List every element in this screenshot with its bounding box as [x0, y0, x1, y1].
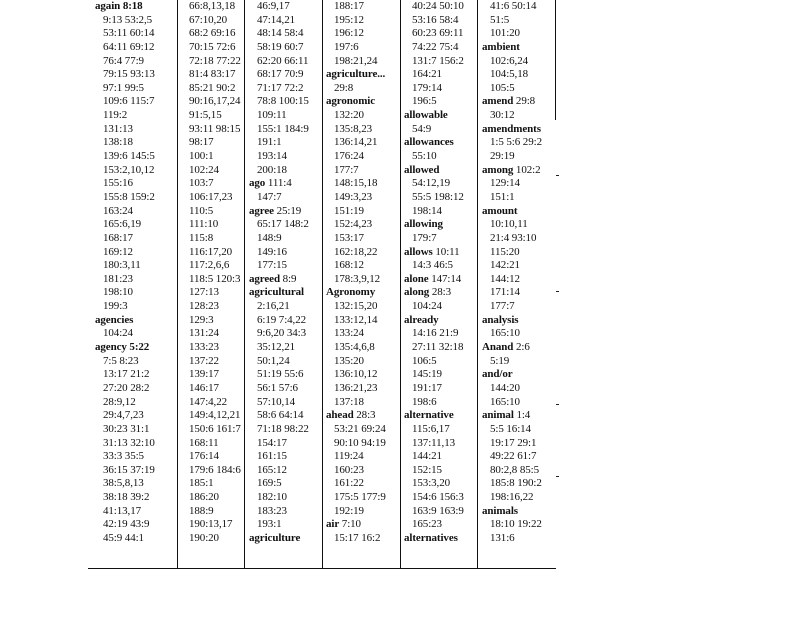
- index-term: agronomic: [326, 95, 376, 108]
- page-reference: 197:6: [334, 40, 359, 53]
- page-reference: 131:7 156:2: [412, 54, 464, 67]
- page-reference: 153:17: [334, 231, 364, 244]
- index-term: Anand 2:6: [482, 341, 530, 354]
- page-reference: 76:4 77:9: [103, 54, 144, 67]
- page-reference: 135:8,23: [334, 122, 373, 135]
- index-term: agree 25:19: [249, 204, 302, 217]
- page-reference: 181:23: [103, 272, 133, 285]
- page-reference: 5:19: [490, 354, 510, 367]
- page-reference: 163:24: [103, 204, 133, 217]
- page-reference: 165:23: [412, 518, 442, 531]
- page-reference: 93:11 98:15: [189, 122, 241, 135]
- page-reference: 153:2,10,12: [103, 163, 155, 176]
- page-reference: 162:18,22: [334, 245, 378, 258]
- page-reference: 50:1,24: [257, 354, 290, 367]
- page-reference: 150:6 161:7: [189, 422, 241, 435]
- index-term: already: [404, 313, 439, 326]
- page-reference: 109:11: [257, 109, 287, 122]
- page-reference: 136:14,21: [334, 136, 378, 149]
- page-reference: 198:10: [103, 286, 133, 299]
- index-term: Agronomy: [326, 286, 376, 299]
- page-reference: 164:21: [412, 68, 442, 81]
- page-reference: 199:3: [103, 300, 128, 313]
- page-reference: 29:19: [490, 150, 515, 163]
- index-column-3: [249, 0, 321, 564]
- page-reference: 21:4 93:10: [490, 231, 537, 244]
- page-reference: 198:14: [412, 204, 442, 217]
- page-reference: 58:19 60:7: [257, 40, 304, 53]
- page-reference: 154:6 156:3: [412, 491, 464, 504]
- page-reference: 161:22: [334, 477, 364, 490]
- page-reference: 135:20: [334, 354, 364, 367]
- index-term: allowable: [404, 109, 448, 122]
- page-reference: 165:12: [257, 463, 287, 476]
- page-reference: 35:12,21: [257, 341, 296, 354]
- page-reference: 14:3 46:5: [412, 259, 453, 272]
- page-reference: 118:5 120:3: [189, 272, 241, 285]
- page-reference: 186:20: [189, 491, 219, 504]
- index-term: allowing: [404, 218, 443, 231]
- page-reference: 48:14 58:4: [257, 27, 304, 40]
- page-reference: 190:20: [189, 531, 219, 544]
- index-column-5: [404, 0, 476, 564]
- page-reference: 188:17: [334, 0, 364, 12]
- index-column-1: [95, 0, 175, 564]
- page-reference: 179:7: [412, 231, 437, 244]
- page-reference: 30:12: [490, 109, 515, 122]
- page-reference: 74:22 75:4: [412, 40, 459, 53]
- page-reference: 142:21: [490, 259, 520, 272]
- page-reference: 131:6: [490, 531, 515, 544]
- page-reference: 41:13,17: [103, 504, 142, 517]
- index-column-6: [482, 0, 554, 564]
- page-reference: 2:16,21: [257, 300, 290, 313]
- page-reference: 71:18 98:22: [257, 422, 309, 435]
- page-reference: 154:17: [257, 436, 287, 449]
- page-reference: 42:19 43:9: [103, 518, 150, 531]
- index-term: again 8:18: [95, 0, 143, 12]
- page-reference: 111:10: [189, 218, 219, 231]
- page-reference: 91:5,15: [189, 109, 222, 122]
- page-reference: 155:1 184:9: [257, 122, 309, 135]
- page-reference: 79:15 93:13: [103, 68, 155, 81]
- page-reference: 152:4,23: [334, 218, 373, 231]
- index-term: allows 10:11: [404, 245, 460, 258]
- margin-tick: [556, 404, 559, 405]
- page-reference: 55:10: [412, 150, 437, 163]
- page-reference: 78:8 100:15: [257, 95, 309, 108]
- page-reference: 53:11 60:14: [103, 27, 155, 40]
- index-term: alternatives: [404, 531, 458, 544]
- page-reference: 119:24: [334, 450, 364, 463]
- page-reference: 5:5 16:14: [490, 422, 531, 435]
- page-reference: 97:1 99:5: [103, 81, 144, 94]
- page-reference: 198:16,22: [490, 491, 534, 504]
- page-reference: 7:5 8:23: [103, 354, 139, 367]
- page-reference: 30:23 31:1: [103, 422, 150, 435]
- page-reference: 136:10,12: [334, 368, 378, 381]
- page-reference: 104:5,18: [490, 68, 529, 81]
- page-reference: 56:1 57:6: [257, 381, 298, 394]
- page-reference: 168:17: [103, 231, 133, 244]
- page-reference: 9:13 53:2,5: [103, 13, 153, 26]
- page-reference: 180:3,11: [103, 259, 141, 272]
- page-reference: 131:13: [103, 122, 133, 135]
- index-term: amount: [482, 204, 518, 217]
- index-term: agriculture: [249, 531, 301, 544]
- page-reference: 13:17 21:2: [103, 368, 150, 381]
- page-reference: 175:5 177:9: [334, 491, 386, 504]
- page-reference: 14:16 21:9: [412, 327, 459, 340]
- index-term: along 28:3: [404, 286, 451, 299]
- page-reference: 133:24: [334, 327, 364, 340]
- page-reference: 62:20 66:11: [257, 54, 309, 67]
- index-term: allowed: [404, 163, 440, 176]
- page-reference: 101:20: [490, 27, 520, 40]
- index-column-4: [326, 0, 399, 564]
- page-reference: 18:10 19:22: [490, 518, 542, 531]
- column-rule: [177, 0, 178, 568]
- page-reference: 9:6,20 34:3: [257, 327, 307, 340]
- page-reference: 136:21,23: [334, 381, 378, 394]
- page-reference: 191:1: [257, 136, 282, 149]
- page-reference: 31:13 32:10: [103, 436, 155, 449]
- page-reference: 147:7: [257, 190, 282, 203]
- page-reference: 117:2,6,6: [189, 259, 230, 272]
- page-reference: 51:5: [490, 13, 510, 26]
- page-reference: 195:12: [334, 13, 364, 26]
- page-reference: 109:6 115:7: [103, 95, 155, 108]
- page-reference: 1:5 5:6 29:2: [490, 136, 542, 149]
- page-reference: 116:17,20: [189, 245, 232, 258]
- page-reference: 102:6,24: [490, 54, 529, 67]
- page-reference: 191:17: [412, 381, 442, 394]
- page-reference: 68:2 69:16: [189, 27, 236, 40]
- page-reference: 190:13,17: [189, 518, 233, 531]
- page-reference: 155:8 159:2: [103, 190, 155, 203]
- index-term: ambient: [482, 40, 520, 53]
- index-term: ago 111:4: [249, 177, 292, 190]
- page-reference: 135:4,6,8: [334, 341, 375, 354]
- page-reference: 137:22: [189, 354, 219, 367]
- page-reference: 55:5 198:12: [412, 190, 464, 203]
- page-reference: 151:1: [490, 190, 515, 203]
- page-reference: 105:5: [490, 81, 515, 94]
- page-reference: 165:10: [490, 327, 520, 340]
- page-reference: 51:19 55:6: [257, 368, 304, 381]
- page-reference: 53:21 69:24: [334, 422, 386, 435]
- page-reference: 133:23: [189, 341, 219, 354]
- page-reference: 65:17 148:2: [257, 218, 309, 231]
- page-reference: 80:2,8 85:5: [490, 463, 540, 476]
- page-reference: 163:9 163:9: [412, 504, 464, 517]
- page-reference: 169:12: [103, 245, 133, 258]
- page-reference: 179:14: [412, 81, 442, 94]
- index-term: alternative: [404, 409, 454, 422]
- page-reference: 133:12,14: [334, 313, 378, 326]
- page-reference: 196:5: [412, 95, 437, 108]
- page-reference: 131:24: [189, 327, 219, 340]
- page-reference: 160:23: [334, 463, 364, 476]
- page-reference: 171:14: [490, 286, 520, 299]
- page-reference: 54:12,19: [412, 177, 451, 190]
- page-reference: 104:24: [412, 300, 442, 313]
- page-reference: 161:15: [257, 450, 287, 463]
- page-reference: 38:5,8,13: [103, 477, 144, 490]
- page-reference: 115:20: [490, 245, 520, 258]
- page-reference: 119:2: [103, 109, 128, 122]
- page-reference: 200:18: [257, 163, 287, 176]
- index-term: air 7:10: [326, 518, 361, 531]
- index-term: and/or: [482, 368, 513, 381]
- page-reference: 138:18: [103, 136, 133, 149]
- page-reference: 54:9: [412, 122, 432, 135]
- page-reference: 183:23: [257, 504, 287, 517]
- page-reference: 192:19: [334, 504, 364, 517]
- page-reference: 46:9,17: [257, 0, 290, 12]
- page-reference: 165:10: [490, 395, 520, 408]
- column-rule: [555, 0, 556, 120]
- page-reference: 41:6 50:14: [490, 0, 537, 12]
- page-reference: 165:6,19: [103, 218, 142, 231]
- index-term: agriculture...: [326, 68, 386, 81]
- index-term: animal 1:4: [482, 409, 531, 422]
- index-term: amend 29:8: [482, 95, 536, 108]
- page-reference: 139:6 145:5: [103, 150, 155, 163]
- column-rule: [322, 0, 323, 568]
- page-reference: 110:5: [189, 204, 214, 217]
- page-reference: 47:14,21: [257, 13, 296, 26]
- page-reference: 148:15,18: [334, 177, 378, 190]
- page-reference: 29:4,7,23: [103, 409, 144, 422]
- page-reference: 36:15 37:19: [103, 463, 155, 476]
- page-reference: 15:17 16:2: [334, 531, 381, 544]
- index-term: analysis: [482, 313, 519, 326]
- page-reference: 127:13: [189, 286, 219, 299]
- page-reference: 178:3,9,12: [334, 272, 381, 285]
- page-reference: 146:17: [189, 381, 219, 394]
- page-reference: 6:19 7:4,22: [257, 313, 307, 326]
- column-rule: [477, 0, 478, 568]
- page-reference: 193:1: [257, 518, 282, 531]
- page-reference: 132:20: [334, 109, 364, 122]
- page-reference: 38:18 39:2: [103, 491, 150, 504]
- page-reference: 151:19: [334, 204, 364, 217]
- page-reference: 193:14: [257, 150, 287, 163]
- page-reference: 137:18: [334, 395, 364, 408]
- page-reference: 90:10 94:19: [334, 436, 386, 449]
- page-reference: 106:17,23: [189, 190, 233, 203]
- page-reference: 196:12: [334, 27, 364, 40]
- page-reference: 64:11 69:12: [103, 40, 155, 53]
- index-term: alone 147:14: [404, 272, 462, 285]
- index-term: amendments: [482, 122, 541, 135]
- page-reference: 58:6 64:14: [257, 409, 304, 422]
- index-column-2: [181, 0, 243, 564]
- margin-tick: [556, 291, 559, 292]
- page-reference: 27:20 28:2: [103, 381, 150, 394]
- index-term: agency 5:22: [95, 341, 150, 354]
- page-reference: 149:16: [257, 245, 287, 258]
- page-reference: 104:24: [103, 327, 133, 340]
- page-reference: 19:17 29:1: [490, 436, 537, 449]
- page-reference: 106:5: [412, 354, 437, 367]
- page-reference: 72:18 77:22: [189, 54, 241, 67]
- page-reference: 155:16: [103, 177, 133, 190]
- page-reference: 149:4,12,21: [189, 409, 241, 422]
- page-reference: 53:16 58:4: [412, 13, 459, 26]
- index-term: animals: [482, 504, 518, 517]
- margin-tick: [556, 175, 559, 176]
- page-reference: 60:23 69:11: [412, 27, 464, 40]
- page-reference: 132:15,20: [334, 300, 378, 313]
- page-reference: 182:10: [257, 491, 287, 504]
- page-reference: 66:8,13,18: [189, 0, 236, 12]
- page-reference: 27:11 32:18: [412, 341, 464, 354]
- page-reference: 29:8: [334, 81, 354, 94]
- column-rule: [244, 0, 245, 568]
- page-reference: 168:12: [334, 259, 364, 272]
- page-reference: 81:4 83:17: [189, 68, 236, 81]
- page-reference: 71:17 72:2: [257, 81, 304, 94]
- page-reference: 129:3: [189, 313, 214, 326]
- page-reference: 57:10,14: [257, 395, 296, 408]
- margin-tick: [556, 476, 559, 477]
- index-term: ahead 28:3: [326, 409, 376, 422]
- page-reference: 185:8 190:2: [490, 477, 542, 490]
- page-reference: 177:7: [490, 300, 515, 313]
- index-term: agencies: [95, 313, 134, 326]
- index-term: among 102:2: [482, 163, 541, 176]
- page-reference: 144:20: [490, 381, 520, 394]
- index-term: allowances: [404, 136, 454, 149]
- column-rule: [400, 0, 401, 568]
- page-reference: 179:6 184:6: [189, 463, 241, 476]
- page-reference: 144:12: [490, 272, 520, 285]
- page-reference: 115:6,17: [412, 422, 450, 435]
- page-reference: 149:3,23: [334, 190, 373, 203]
- page-reference: 45:9 44:1: [103, 531, 144, 544]
- page-reference: 148:9: [257, 231, 282, 244]
- page-reference: 40:24 50:10: [412, 0, 464, 12]
- page-reference: 137:11,13: [412, 436, 455, 449]
- page-reference: 100:1: [189, 150, 214, 163]
- page-reference: 85:21 90:2: [189, 81, 236, 94]
- page-reference: 177:7: [334, 163, 359, 176]
- page-reference: 103:7: [189, 177, 214, 190]
- index-term: agricultural: [249, 286, 305, 299]
- page-reference: 188:9: [189, 504, 214, 517]
- page-reference: 185:1: [189, 477, 214, 490]
- page-reference: 90:16,17,24: [189, 95, 241, 108]
- page-reference: 168:11: [189, 436, 219, 449]
- page-reference: 10:10,11: [490, 218, 528, 231]
- page-reference: 128:23: [189, 300, 219, 313]
- page-reference: 68:17 70:9: [257, 68, 304, 81]
- page-reference: 176:14: [189, 450, 219, 463]
- page-reference: 198:21,24: [334, 54, 378, 67]
- page-reference: 98:17: [189, 136, 214, 149]
- page-reference: 145:19: [412, 368, 442, 381]
- page-reference: 139:17: [189, 368, 219, 381]
- page-reference: 70:15 72:6: [189, 40, 236, 53]
- page-reference: 153:3,20: [412, 477, 451, 490]
- page-reference: 129:14: [490, 177, 520, 190]
- page-reference: 144:21: [412, 450, 442, 463]
- index-term: agreed 8:9: [249, 272, 297, 285]
- page-reference: 102:24: [189, 163, 219, 176]
- page-reference: 198:6: [412, 395, 437, 408]
- page-reference: 28:9,12: [103, 395, 136, 408]
- page-reference: 115:8: [189, 231, 214, 244]
- page-reference: 177:15: [257, 259, 287, 272]
- page-reference: 152:15: [412, 463, 442, 476]
- bottom-rule: [88, 568, 556, 569]
- page-reference: 67:10,20: [189, 13, 228, 26]
- page-reference: 147:4,22: [189, 395, 228, 408]
- page-reference: 169:5: [257, 477, 282, 490]
- page-reference: 176:24: [334, 150, 364, 163]
- page-reference: 49:22 61:7: [490, 450, 537, 463]
- page-reference: 33:3 35:5: [103, 450, 144, 463]
